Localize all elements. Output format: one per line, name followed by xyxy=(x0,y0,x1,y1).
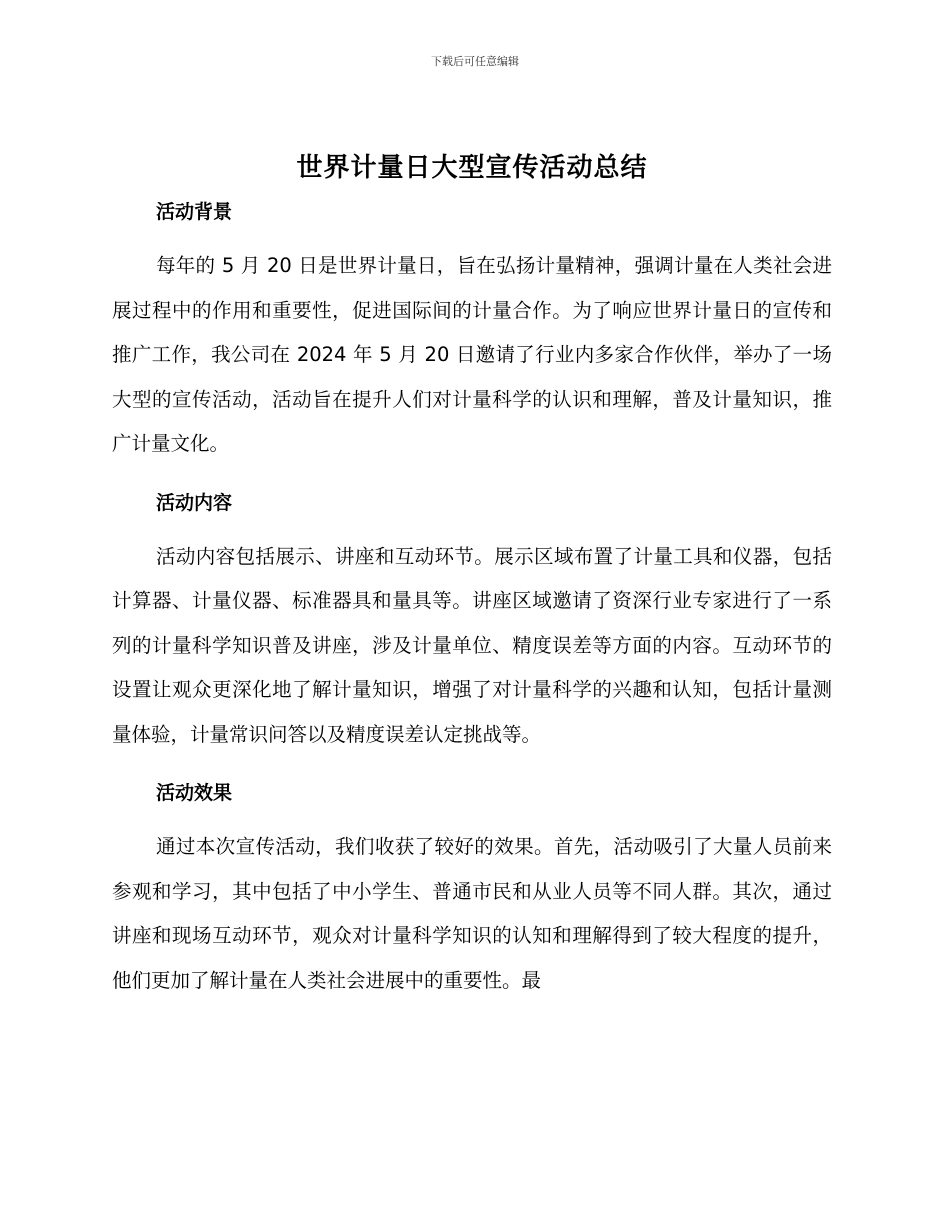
section-heading-effect: 活动效果 xyxy=(156,782,233,804)
section-body-content: 活动内容包括展示、讲座和互动环节。展示区域布置了计量工具和仪器，包括计算器、计量仪器、标准器具和量具等。讲座区域邀请了资深行业专家进行了一系列的计量科学知识普及讲座，涉及计量单位、精度误差等方面的内容。互动环节的设置让观众更深化地了解计量知识，增强了对计量科学的兴趣和认知，包括计量测量体验，计量常识问答以及精度误差认定挑战等。 xyxy=(112,544,832,746)
section-heading-background: 活动背景 xyxy=(156,201,233,223)
page-header-note: 下载后可任意编辑 xyxy=(431,55,519,68)
document-body xyxy=(112,150,832,1003)
section-heading-content: 活动内容 xyxy=(156,491,233,514)
section-body-effect: 通过本次宣传活动，我们收获了较好的效果。首先，活动吸引了大量人员前来参观和学习，其中包括了中小学生、普通市民和从业人员等不同人群。其次，通过讲座和现场互动环节，观众对计量科学知识的认知和理解得到了较大程度的提升，他们更加了解计量在人类社会进展中的重要性。最 xyxy=(112,835,832,992)
document-title: 世界计量日大型宣传活动总结 xyxy=(296,153,648,183)
section-body-background: 每年的 5 月 20 日是世界计量日，旨在弘扬计量精神，强调计量在人类社会进展过程中的作用和重要性，促进国际间的计量合作。为了响应世界计量日的宣传和推广工作，我公司在 2024 年 5 月 20 日邀请了行业内多家合作伙伴，举办了一场大型的宣传活动，活动旨在提升人们对计量科学的认识和理解，普及计量知识，推广计量文化。 xyxy=(112,254,832,455)
